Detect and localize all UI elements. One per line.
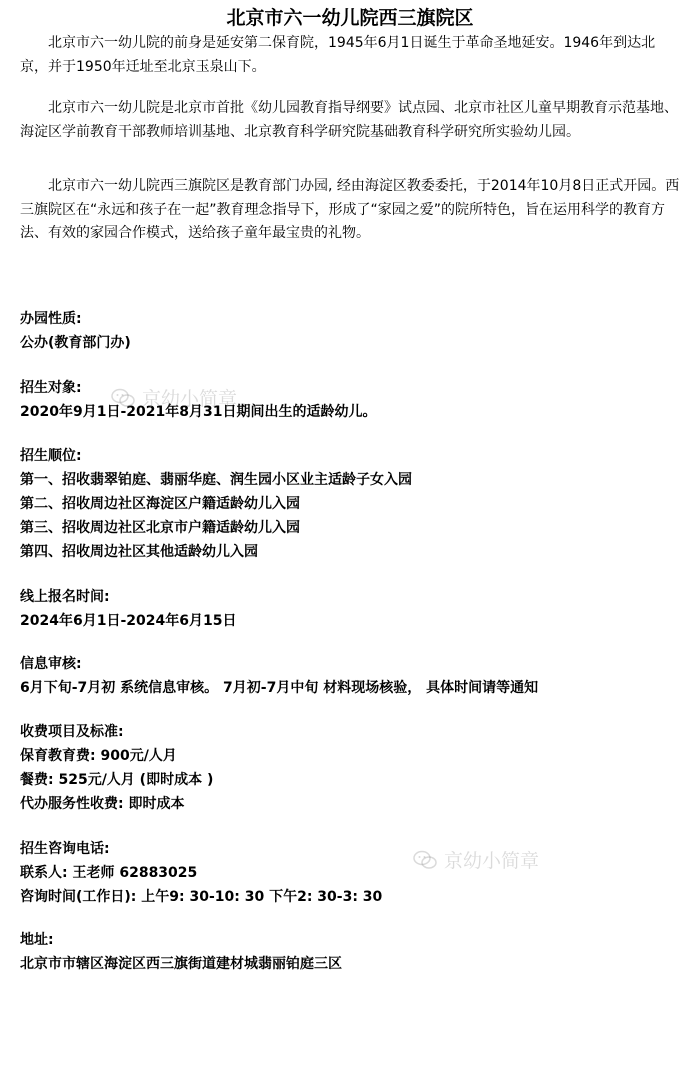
section-label: 招生咨询电话:	[20, 841, 110, 857]
section-label: 招生顺位:	[20, 448, 82, 464]
section-contact	[20, 837, 682, 909]
section-line: 第三、招收周边社区北京市户籍适龄幼儿入园	[20, 520, 300, 536]
section-line: 第二、招收周边社区海淀区户籍适龄幼儿入园	[20, 496, 300, 512]
section-review	[20, 652, 682, 700]
section-line: 保育教育费: 900元/人月	[20, 748, 177, 764]
section-line: 代办服务性收费: 即时成本	[20, 796, 185, 812]
section-line: 第一、招收翡翠铂庭、翡丽华庭、润生园小区业主适龄子女入园	[20, 472, 412, 488]
section-label: 收费项目及标准:	[20, 724, 124, 740]
section-fees	[20, 720, 682, 816]
section-order	[20, 444, 682, 564]
watermark-text: 京幼小简章	[444, 850, 540, 872]
section-registration	[20, 585, 682, 633]
section-label: 办园性质:	[20, 311, 82, 327]
section-label: 地址:	[20, 932, 54, 948]
section-line: 2020年9月1日-2021年8月31日期间出生的适龄幼儿。	[20, 404, 377, 420]
section-label: 信息审核:	[20, 656, 82, 672]
section-line: 2024年6月1日-2024年6月15日	[20, 613, 237, 629]
section-line: 联系人: 王老师 62883025	[20, 865, 198, 881]
section-label: 招生对象:	[20, 380, 82, 396]
section-line: 公办(教育部门办)	[20, 335, 131, 351]
page-title: 北京市六一幼儿院西三旗院区	[226, 7, 474, 29]
intro-paragraph-3: 北京市六一幼儿院西三旗院区是教育部门办园, 经由海淀区教委委托，于2014年10月8日正式开园。西三旗院区在“永远和孩子在一起”教育理念指导下，形成了“家园之爱”的院所特色，旨在运用科学的教育方法、有效的家园合作模式，送给孩子童年最宝贵的礼物。	[20, 178, 680, 241]
section-line: 餐费: 525元/人月 (即时成本 )	[20, 772, 214, 788]
section-line: 第四、招收周边社区其他适龄幼儿入园	[20, 544, 258, 560]
wechat-icon	[110, 388, 136, 408]
intro-paragraph-2: 北京市六一幼儿院是北京市首批《幼儿园教育指导纲要》试点园、北京市社区儿童早期教育示范基地、海淀区学前教育干部教师培训基地、北京教育科学研究院基础教育科学研究所实验幼儿园。	[20, 100, 678, 140]
section-label: 线上报名时间:	[20, 589, 110, 605]
section-address	[20, 928, 682, 976]
section-line: 北京市市辖区海淀区西三旗街道建材城翡丽铂庭三区	[20, 956, 342, 972]
section-line: 咨询时间(工作日): 上午9: 30-10: 30 下午2: 30-3: 30	[20, 889, 383, 905]
watermark	[412, 846, 539, 873]
watermark-text: 京幼小简章	[142, 388, 238, 410]
section-nature	[20, 307, 682, 355]
watermark	[110, 384, 237, 411]
section-line: 6月下旬-7月初 系统信息审核。 7月初-7月中旬 材料现场核验， 具体时间请等通知	[20, 680, 539, 696]
intro-paragraph-1: 北京市六一幼儿院的前身是延安第二保育院，1945年6月1日诞生于革命圣地延安。1946年到达北京，并于1950年迁址至北京玉泉山下。	[20, 35, 656, 75]
wechat-icon	[412, 850, 438, 870]
